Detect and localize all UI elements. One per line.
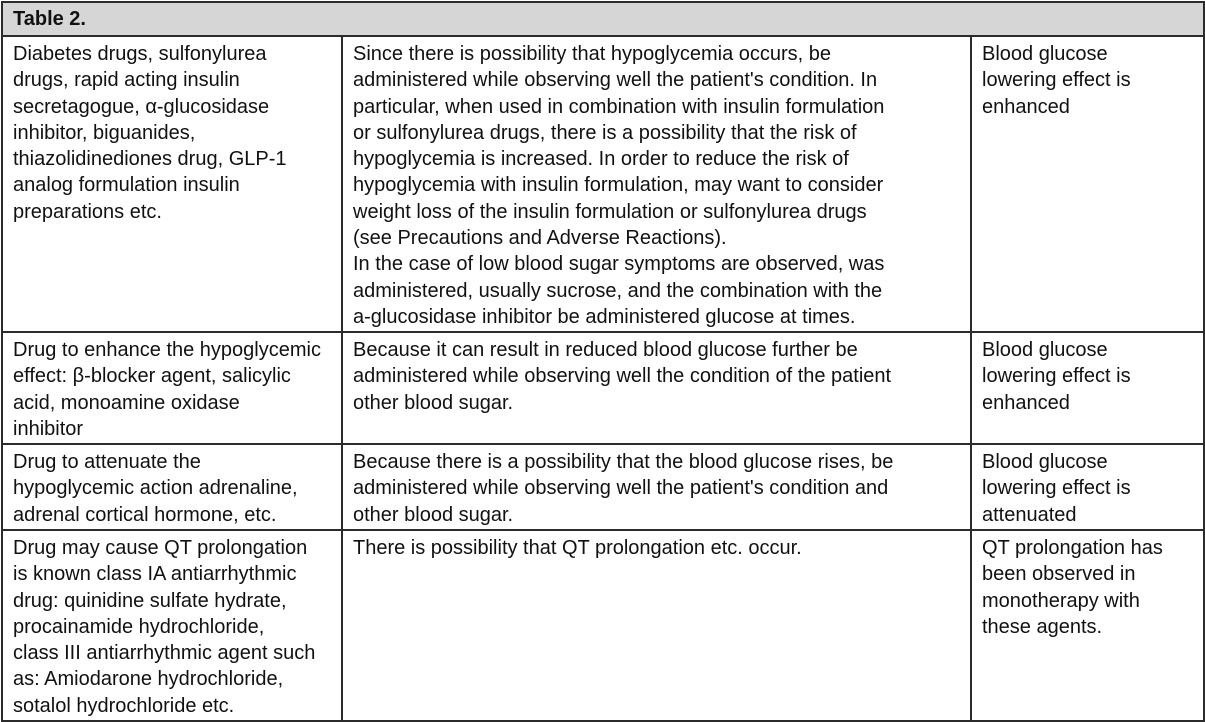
drug-cell: Drug to enhance the hypoglycemic effect: β-blocker agent, salicylic acid, monoamine oxidase inhibitor	[2, 332, 342, 444]
effect-cell: QT prolongation has been observed in monotherapy with these agents.	[971, 530, 1204, 721]
table-title-row	[2, 2, 1204, 36]
table-row	[2, 444, 1204, 530]
effect-cell: Blood glucose lowering effect is attenuated	[971, 444, 1204, 530]
note-cell: There is possibility that QT prolongation etc. occur.	[342, 530, 971, 721]
note-cell: Since there is possibility that hypoglycemia occurs, be administered while observing well the patient's condition. In particular, when used in combination with insulin formulation or sulfonylurea drugs, there is a possibility that the risk of hypoglycemia is increased. In order to reduce the risk of hypoglycemia with insulin formulation, may want to consider weight loss of the insulin formulation or sulfonylurea drugs (see Precautions and Adverse Reactions). In the case of low blood sugar symptoms are observed, was administered, usually sucrose, and the combination with the a-glucosidase inhibitor be administered glucose at times.	[342, 36, 971, 332]
drug-cell: Drug may cause QT prolongation is known class IA antiarrhythmic drug: quinidine sulfate hydrate, procainamide hydrochloride, class III antiarrhythmic agent such as: Amiodarone hydrochloride, sotalol hydrochloride etc.	[2, 530, 342, 721]
table-row	[2, 530, 1204, 721]
note-cell: Because there is a possibility that the blood glucose rises, be administered while observing well the patient's condition and other blood sugar.	[342, 444, 971, 530]
interaction-table	[1, 1, 1205, 722]
table-title: Table 2.	[2, 2, 1204, 36]
drug-cell: Diabetes drugs, sulfonylurea drugs, rapid acting insulin secretagogue, α-glucosidase inhibitor, biguanides, thiazolidinediones drug, GLP-1 analog formulation insulin preparations etc.	[2, 36, 342, 332]
drug-cell: Drug to attenuate the hypoglycemic action adrenaline, adrenal cortical hormone, etc.	[2, 444, 342, 530]
effect-cell: Blood glucose lowering effect is enhanced	[971, 36, 1204, 332]
effect-cell: Blood glucose lowering effect is enhanced	[971, 332, 1204, 444]
table-row	[2, 332, 1204, 444]
note-cell: Because it can result in reduced blood glucose further be administered while observing well the condition of the patient other blood sugar.	[342, 332, 971, 444]
table-row	[2, 36, 1204, 332]
